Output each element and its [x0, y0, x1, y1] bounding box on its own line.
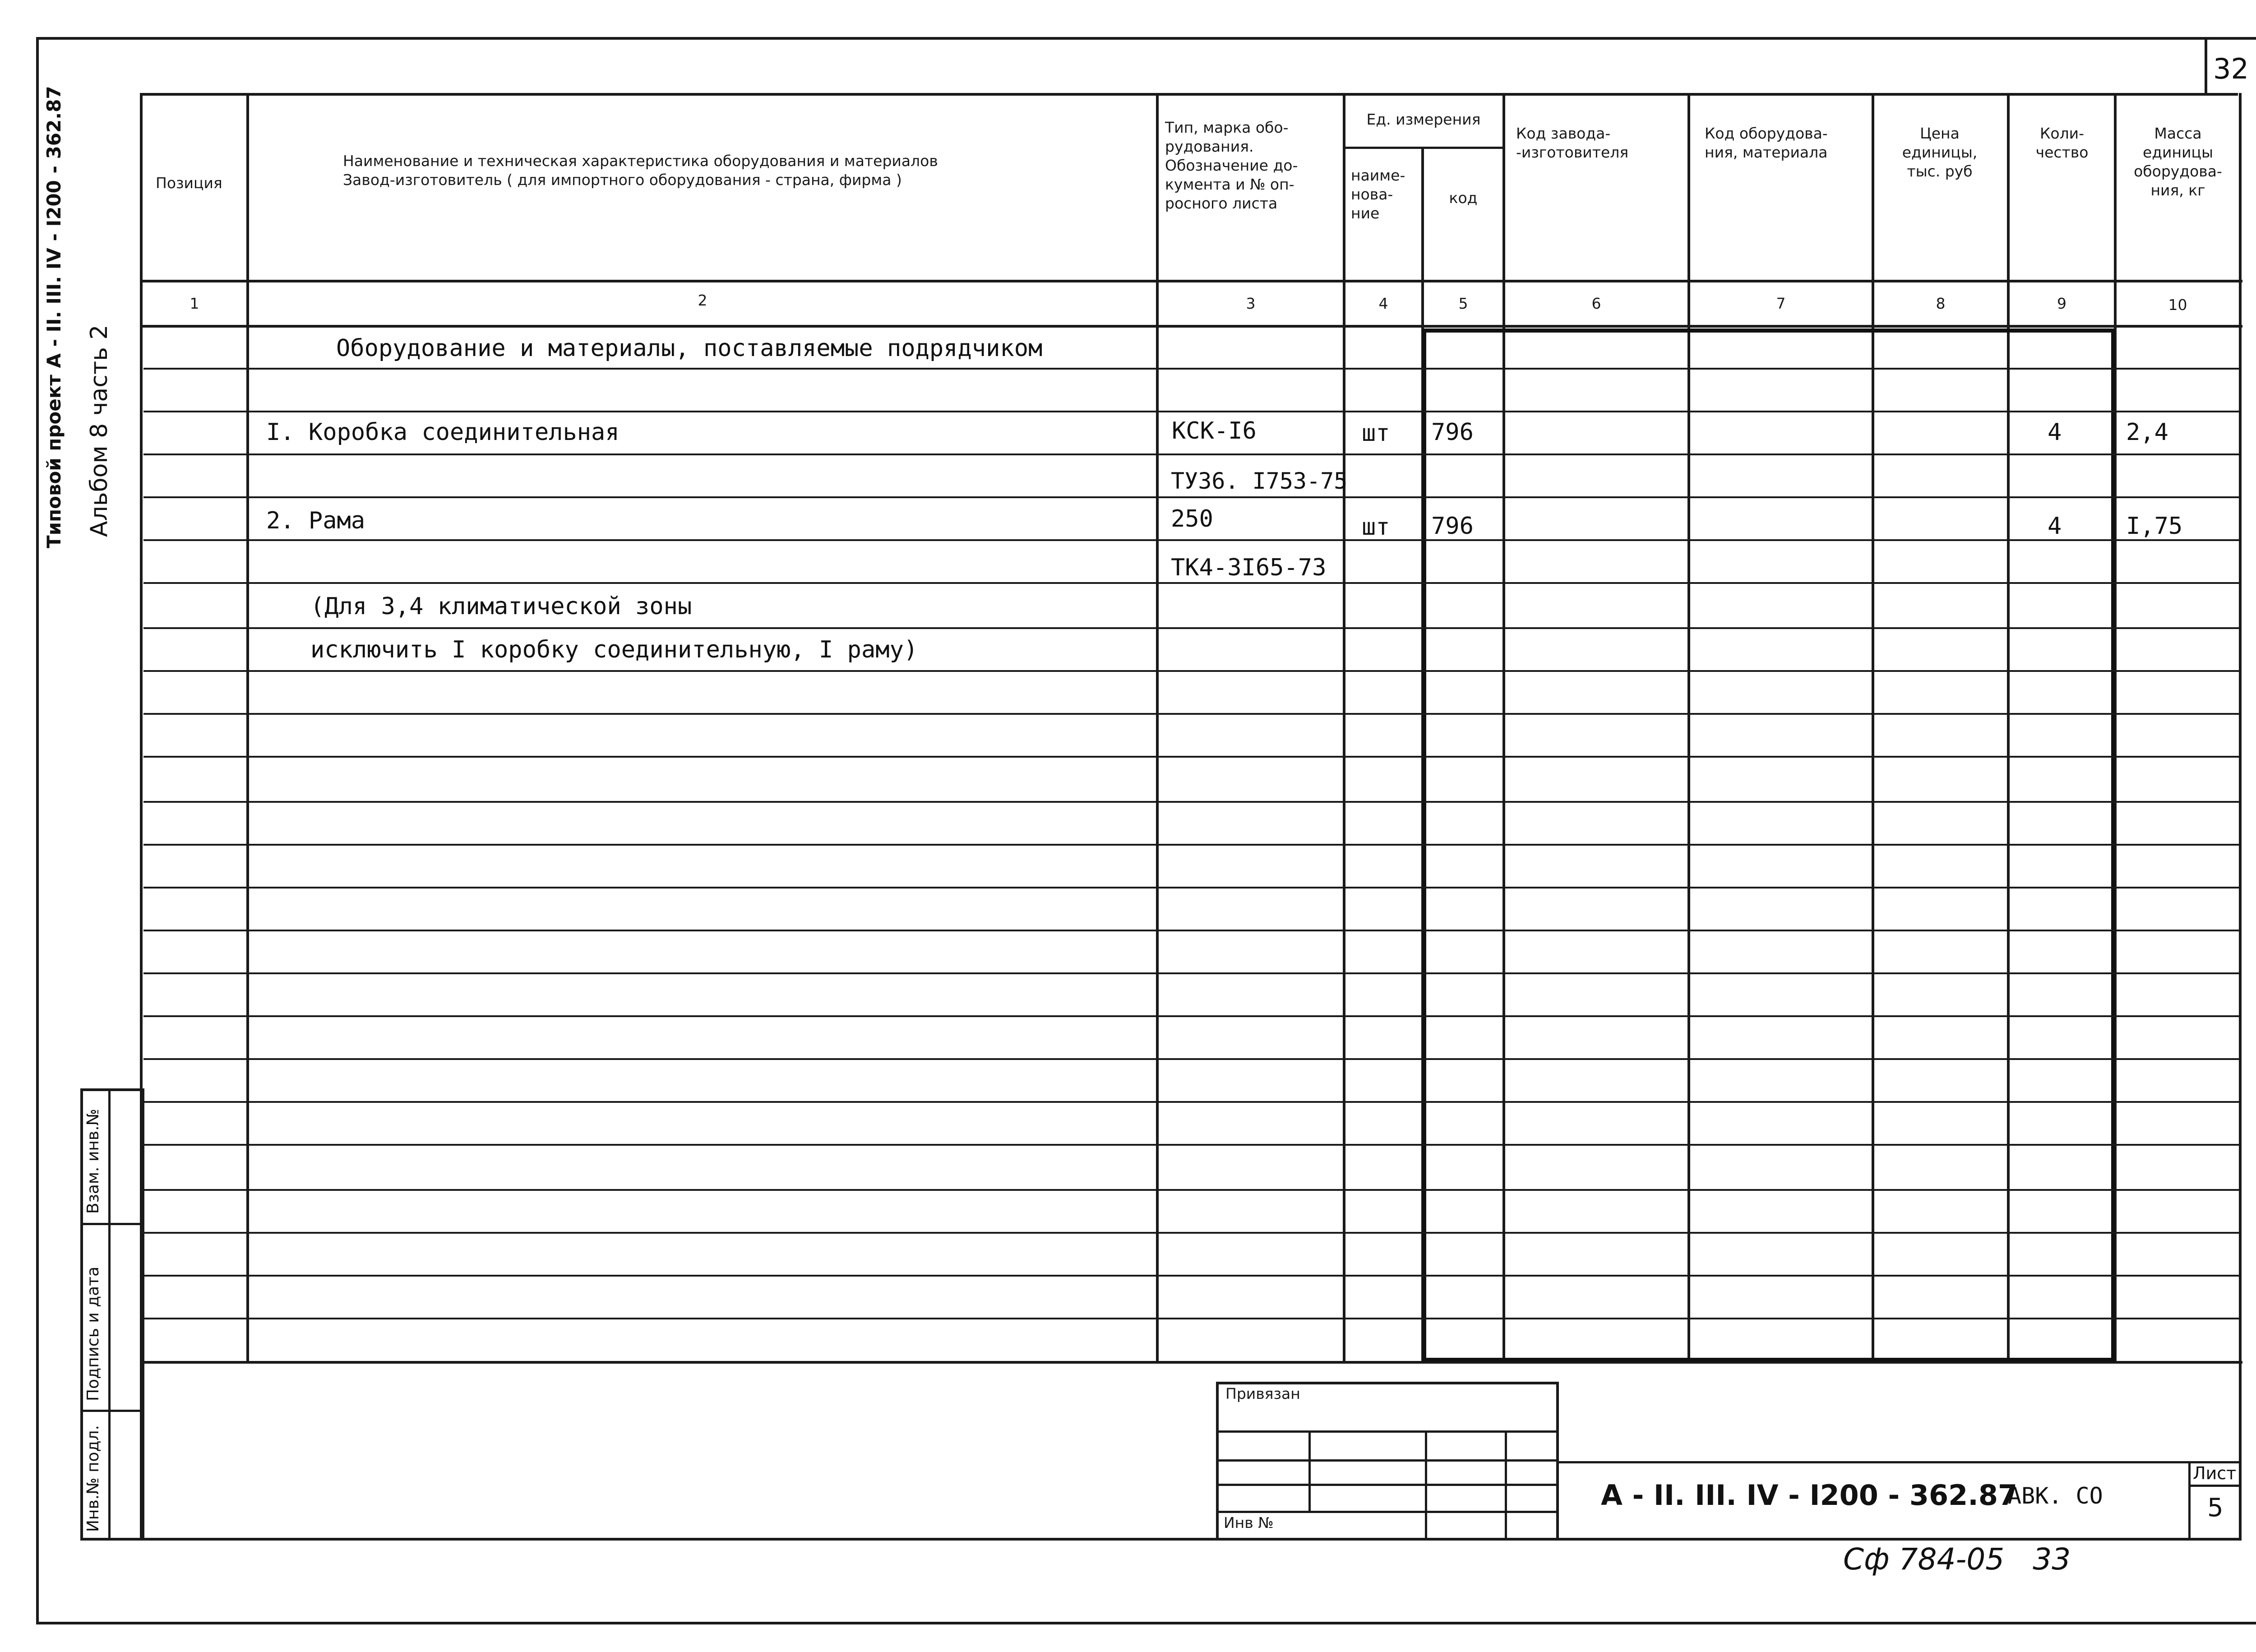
left-stamp-divider — [108, 1088, 111, 1541]
column-number: 7 — [1776, 295, 1786, 312]
header-price — [1874, 124, 2005, 181]
row-divider — [143, 539, 2240, 541]
sheet-box-right — [2239, 1361, 2242, 1541]
header-unit-name-line: ние — [1351, 204, 1380, 222]
column-number: 5 — [1458, 295, 1468, 312]
album-title-vertical: Альбом 8 часть 2 — [86, 324, 113, 537]
stamp-label-replaced-inv: Взам. инв.№ — [84, 1109, 102, 1214]
header-price-line: единицы, — [1902, 143, 1978, 161]
row-divider — [143, 453, 2240, 455]
header-bottom-line — [140, 280, 2242, 282]
corner-box-left — [2205, 39, 2207, 96]
row-mass: 2,4 — [2126, 419, 2168, 446]
header-mass-line: оборудова- — [2134, 162, 2222, 180]
bound-line-2 — [1216, 1459, 1559, 1462]
row-divider — [143, 844, 2240, 846]
column-number: 1 — [190, 295, 199, 312]
row-type: ТК4-3I65-73 — [1171, 554, 1327, 581]
document-designation-suffix: АВК. СО — [2008, 1483, 2103, 1509]
row-qty: 4 — [2048, 513, 2062, 540]
row-type: КСК-I6 — [1172, 417, 1257, 444]
column-number: 6 — [1591, 295, 1601, 312]
column-number: 10 — [2168, 296, 2187, 314]
row-divider — [143, 713, 2240, 715]
row-divider — [143, 930, 2240, 931]
bound-line-4 — [1216, 1511, 1559, 1513]
header-price-line: тыс. руб — [1907, 162, 1973, 180]
header-type-line: Тип, марка обо- — [1165, 119, 1289, 136]
row-name: 2. Рама — [266, 507, 365, 534]
colnum-bottom-line — [142, 325, 2242, 328]
row-type: 250 — [1171, 505, 1213, 532]
row-name: исключить I коробку соединительную, I раму) — [310, 636, 918, 663]
row-code: 796 — [1431, 513, 1474, 540]
row-divider — [143, 801, 2240, 803]
column-number: 3 — [1246, 295, 1256, 312]
row-divider — [143, 627, 2240, 629]
header-type-line: Обозначение до- — [1165, 157, 1298, 174]
header-equip-code-line: Код оборудова- — [1705, 125, 1828, 142]
header-mass — [2117, 124, 2239, 200]
sheet-number: 5 — [2207, 1493, 2224, 1522]
unit-split-line — [1343, 147, 1502, 149]
designation-top-line — [1558, 1461, 2241, 1463]
header-type-line: рудования. — [1165, 138, 1254, 155]
header-qty-line: Коли- — [2039, 125, 2085, 142]
header-unit-name-line: нова- — [1351, 185, 1393, 203]
stamp-label-inv-original: Инв.№ подл. — [84, 1425, 102, 1532]
table-top-line — [140, 93, 2238, 96]
header-plant-code — [1516, 124, 1683, 162]
bound-line-1 — [1216, 1430, 1559, 1433]
row-divider — [143, 887, 2240, 888]
row-divider — [143, 1189, 2240, 1191]
row-name: (Для 3,4 климатической зоны — [310, 593, 692, 620]
header-name-line2: Завод-изготовитель ( для импортного оборудования - страна, фирма ) — [343, 171, 902, 189]
column-number: 4 — [1378, 295, 1388, 312]
header-equip-code-line: ния, материала — [1705, 143, 1828, 161]
row-name: I. Коробка соединительная — [266, 419, 619, 446]
row-divider — [143, 1275, 2240, 1277]
handwritten-note: Сф 784-05 33 — [1843, 1542, 2071, 1577]
header-type-line: кумента и № оп- — [1165, 176, 1294, 193]
sheet-box-split — [2188, 1485, 2241, 1487]
left-stamp-line-1 — [80, 1223, 144, 1225]
row-code: 796 — [1431, 419, 1474, 446]
sheet-box-left — [2188, 1461, 2191, 1541]
left-stamp-line-2 — [80, 1410, 144, 1412]
row-qty: 4 — [2048, 419, 2062, 446]
header-plant-code-line: -изготовителя — [1516, 143, 1629, 161]
bound-vline-3 — [1505, 1430, 1507, 1541]
header-price-line: Цена — [1920, 125, 1960, 142]
header-name-line1: Наименование и техническая характеристика оборудования и материалов — [343, 152, 938, 170]
col-line-right — [2239, 93, 2242, 1362]
row-divider — [143, 1144, 2240, 1146]
header-type — [1165, 118, 1341, 213]
bound-vline-2 — [1425, 1430, 1427, 1541]
row-divider — [143, 368, 2240, 370]
col-line-1 — [246, 93, 249, 1362]
header-mass-line: Масса — [2154, 125, 2202, 142]
column-number: 8 — [1936, 295, 1946, 312]
header-unit-name — [1351, 166, 1419, 223]
row-mass: I,75 — [2126, 513, 2183, 540]
row-divider — [143, 756, 2240, 758]
row-unit: шт — [1362, 420, 1390, 447]
header-mass-line: единицы — [2142, 143, 2214, 161]
bound-line-3 — [1216, 1484, 1559, 1486]
designation-bottom-line — [1558, 1538, 2241, 1541]
row-divider — [143, 972, 2240, 974]
stamp-label-signature-date: Подпись и дата — [84, 1266, 102, 1401]
row-divider — [143, 670, 2240, 672]
row-divider — [143, 1015, 2240, 1017]
row-divider — [143, 582, 2240, 584]
row-divider — [143, 411, 2240, 412]
header-mass-line: ния, кг — [2150, 181, 2205, 199]
row-type: ТУ36. I753-75 — [1171, 468, 1348, 494]
project-title-vertical: Типовой проект А - II. III. IV - I200 - 362.87 — [43, 86, 65, 548]
bound-vline-1 — [1308, 1430, 1311, 1511]
row-divider — [143, 1058, 2240, 1060]
column-number: 2 — [698, 292, 707, 309]
header-type-line: росного листа — [1165, 194, 1278, 212]
header-equip-code — [1705, 124, 1867, 162]
row-divider — [143, 1101, 2240, 1103]
row-name: Оборудование и материалы, поставляемые подрядчиком — [336, 335, 1043, 362]
document-designation: А - II. III. IV - I200 - 362.87 — [1601, 1479, 2018, 1512]
row-divider — [143, 1318, 2240, 1319]
col-line-2 — [1156, 93, 1159, 1362]
header-plant-code-line: Код завода- — [1516, 125, 1611, 142]
header-qty — [2010, 124, 2114, 162]
row-unit: шт — [1362, 514, 1390, 541]
inv-label: Инв № — [1224, 1514, 1274, 1532]
sheet-label: Лист — [2193, 1463, 2237, 1483]
header-position: Позиция — [156, 174, 222, 192]
header-unit-name-line: наиме- — [1351, 167, 1405, 184]
row-divider — [143, 496, 2240, 498]
header-unit-code: код — [1449, 189, 1478, 207]
header-unit-group: Ед. измерения — [1366, 111, 1481, 128]
header-qty-line: чество — [2035, 143, 2089, 161]
col-line-3 — [1343, 93, 1345, 1362]
corner-sheet-number: 32 — [2213, 52, 2249, 85]
row-divider — [143, 1232, 2240, 1234]
bound-label: Привязан — [1225, 1385, 1300, 1402]
column-number: 9 — [2057, 295, 2066, 312]
